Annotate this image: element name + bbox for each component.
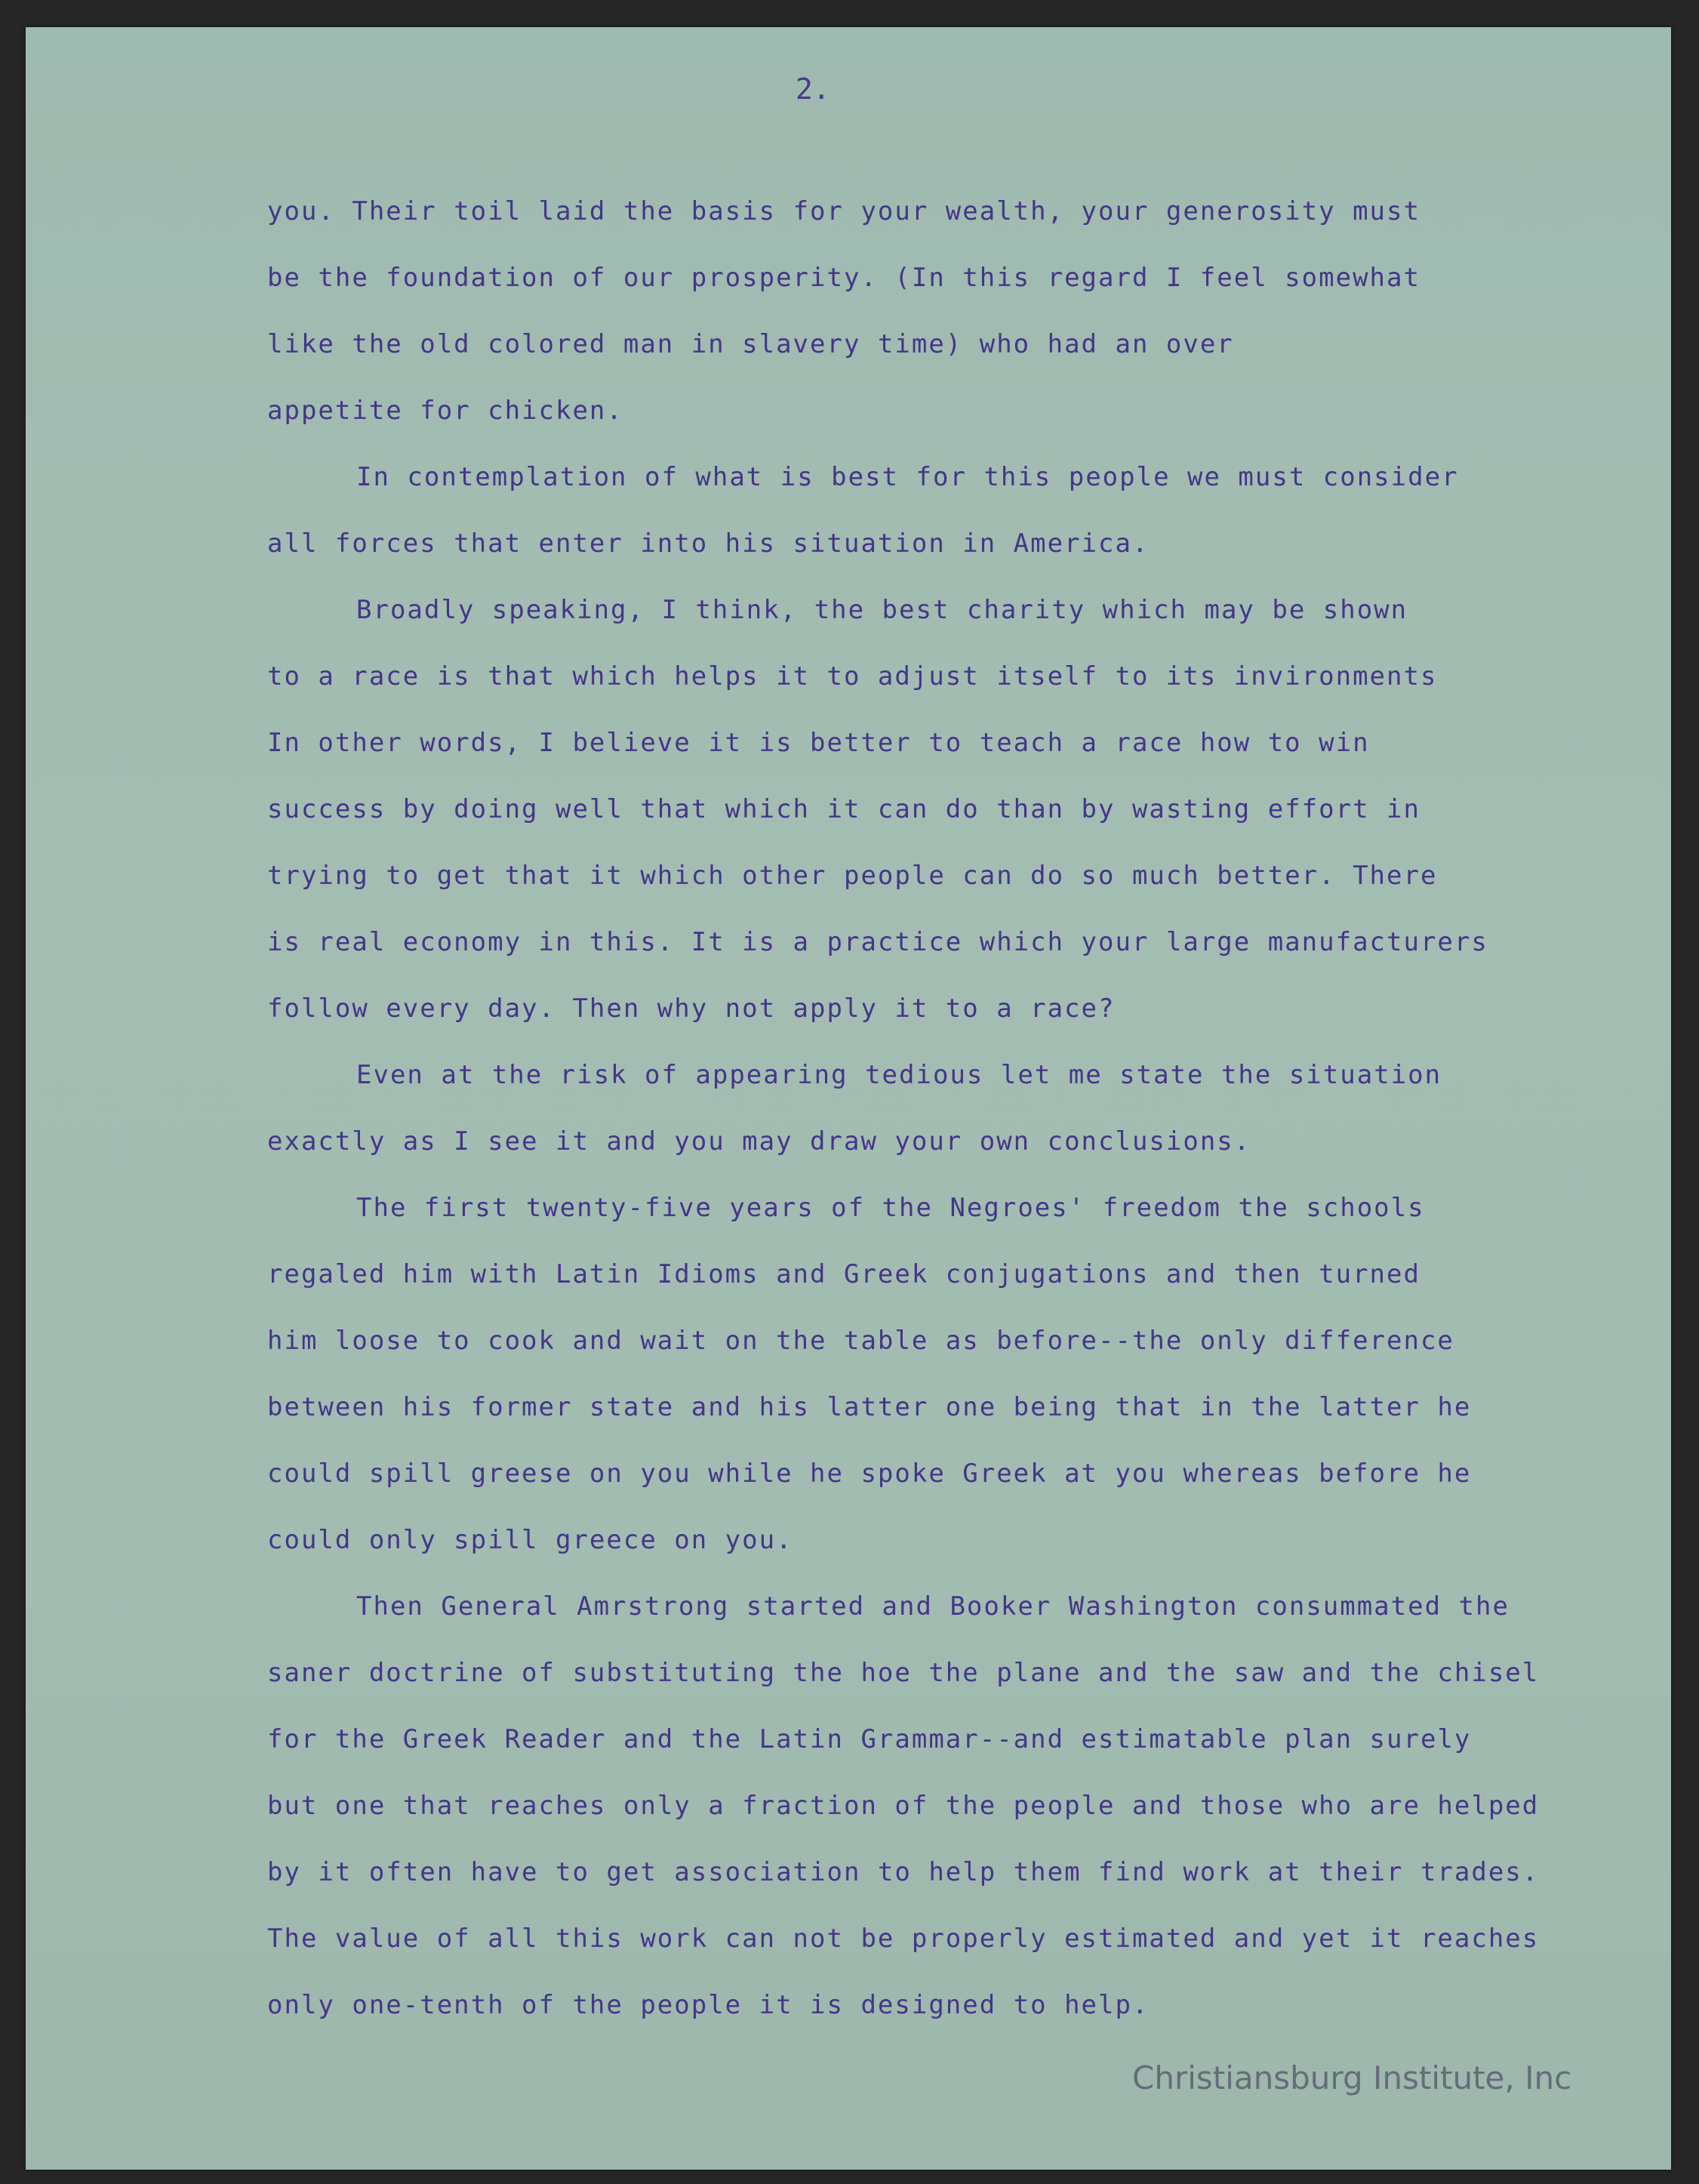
text-line: saner doctrine of substituting the hoe the plane and the saw and the chisel — [267, 1658, 1540, 1688]
text-line: follow every day. Then why not apply it to a race? — [267, 993, 1116, 1024]
text-line: to a race is that which helps it to adjust itself to its invironments — [267, 661, 1438, 692]
text-line: success by doing well that which it can do than by wasting effort in — [267, 794, 1420, 824]
text-line: like the old colored man in slavery time) who had an over — [267, 329, 1234, 359]
text-line: In contemplation of what is best for this people we must consider — [356, 462, 1459, 492]
text-line: could spill greese on you while he spoke Greek at you whereas before he — [267, 1459, 1472, 1489]
text-line: between his former state and his latter one being that in the latter he — [267, 1392, 1472, 1422]
text-line: by it often have to get association to help them find work at their trades. — [267, 1857, 1540, 1887]
text-line: be the foundation of our prosperity. (In this regard I feel somewhat — [267, 263, 1420, 293]
watermark: Christiansburg Institute, Inc — [1132, 2059, 1572, 2096]
text-line: is real economy in this. It is a practice which your large manufacturers — [267, 927, 1488, 957]
text-line: appetite for chicken. — [267, 396, 623, 426]
text-line: but one that reaches only a fraction of the people and those who are helped — [267, 1791, 1540, 1821]
text-line: Broadly speaking, I think, the best charity which may be shown — [356, 595, 1408, 625]
document-page — [26, 27, 1671, 2170]
text-line: In other words, I believe it is better to teach a race how to win — [267, 728, 1370, 758]
text-line: could only spill greece on you. — [267, 1525, 793, 1555]
text-line: exactly as I see it and you may draw your own conclusions. — [267, 1126, 1251, 1157]
text-line: Then General Amrstrong started and Booker Washington consummated the — [356, 1591, 1510, 1622]
document-body — [267, 178, 1626, 2038]
text-line: you. Their toil laid the basis for your wealth, your generosity must — [267, 196, 1420, 226]
text-line: him loose to cook and wait on the table as before--the only difference — [267, 1326, 1454, 1356]
text-line: trying to get that it which other people can do so much better. There — [267, 861, 1438, 891]
text-line: for the Greek Reader and the Latin Grammar--and estimatable plan surely — [267, 1724, 1472, 1754]
text-line: The value of all this work can not be properly estimated and yet it reaches — [267, 1924, 1540, 1954]
text-line: regaled him with Latin Idioms and Greek conjugations and then turned — [267, 1259, 1420, 1289]
text-line: The first twenty-five years of the Negroes' freedom the schools — [356, 1193, 1425, 1223]
text-line: all forces that enter into his situation in America. — [267, 528, 1150, 559]
text-line: Even at the risk of appearing tedious let me state the situation — [356, 1060, 1442, 1090]
text-line: only one-tenth of the people it is designed to help. — [267, 1990, 1150, 2020]
page-number: 2. — [796, 72, 830, 106]
